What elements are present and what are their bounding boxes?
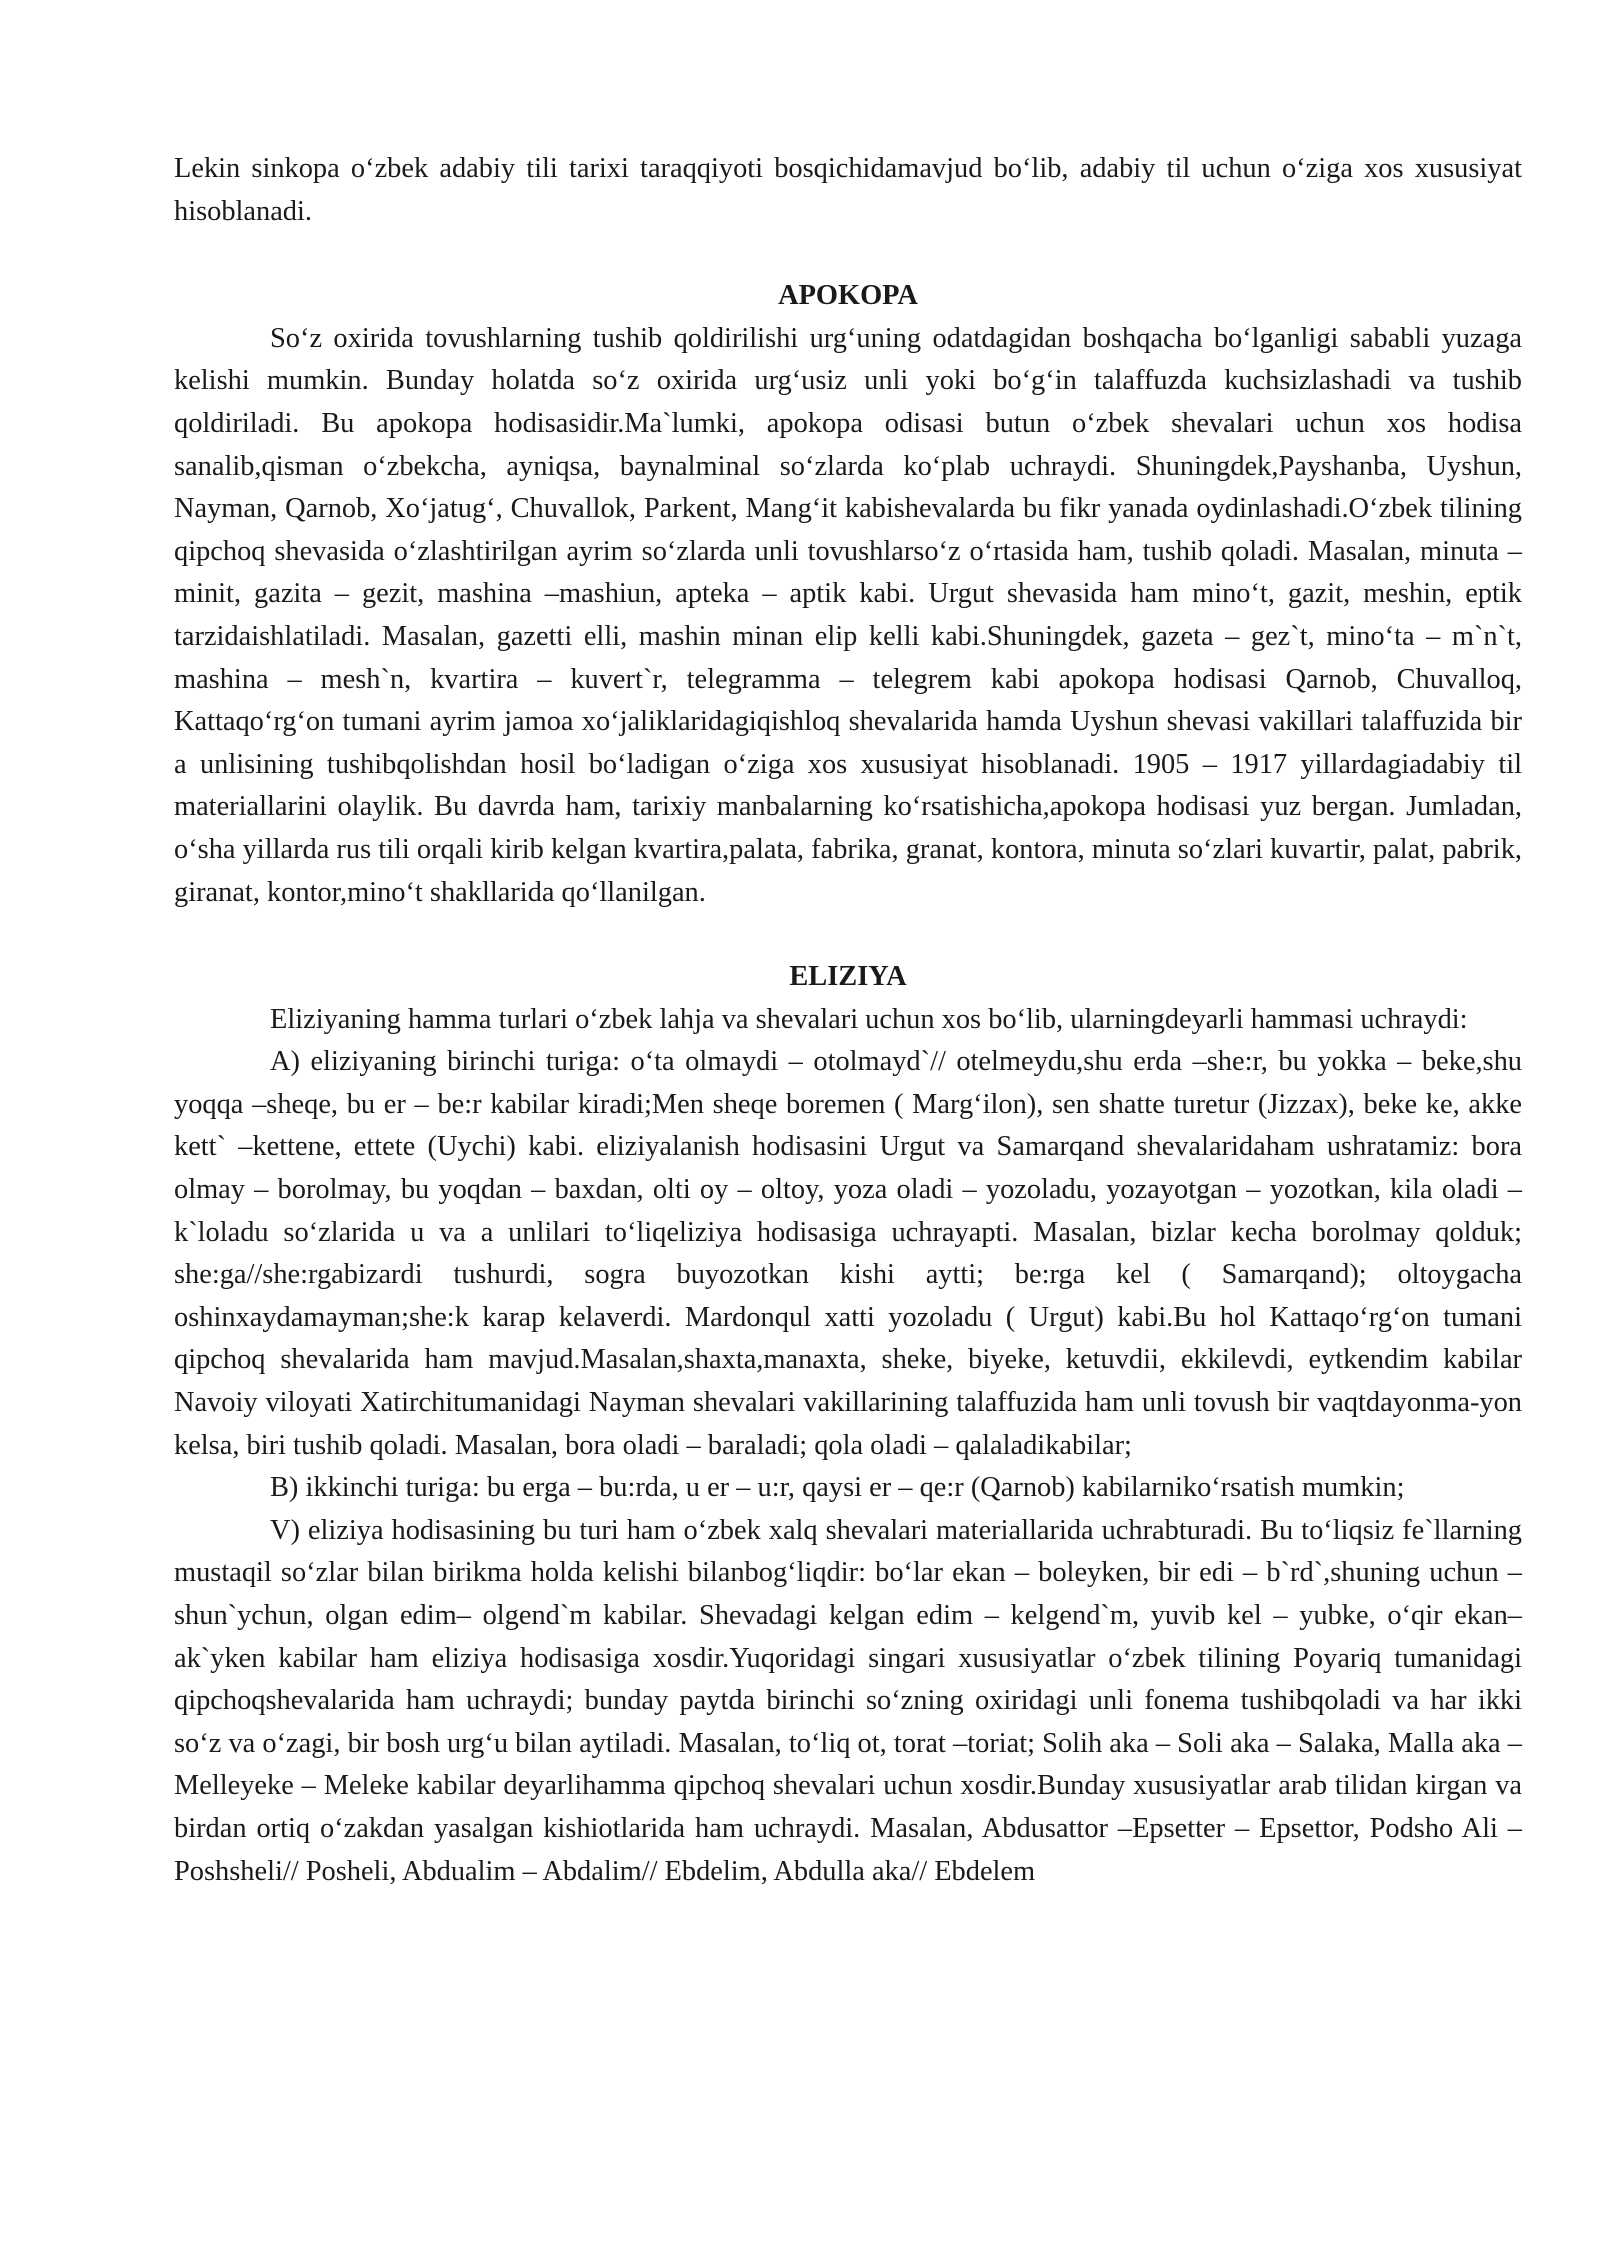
eliziya-paragraph-a: A) eliziyaning birinchi turiga: oʻta olmaydi – otolmayd`// otelmeydu,shu erda –she:r, bu yokka – beke,shu yoqqa –sheqe, bu er – be:r kabilar kiradi;Men sheqe boremen ( Margʻilon), sen shatte turetur (Jizzax), beke ke, akke kett` –kettene, ettete (Uychi) kabi. eliziyalanish hodisasini Urgut va Samarqand shevalaridaham ushratamiz: bora olmay – borolmay, bu yoqdan – baxdan, olti oy – oltoy, yoza oladi – yozoladu, yozayotgan – yozotkan, kila oladi – k`loladu soʻzlarida u va a unlilari toʻliqeliziya hodisasiga uchrayapti. Masalan, bizlar kecha borolmay qolduk; she:ga//she:rgabizardi tushurdi, sogra buyozotkan kishi aytti; be:rga kel ( Samarqand); oltoygacha oshinxaydamayman;she:k karap kelaverdi. Mardonqul xatti yozoladu ( Urgut) kabi.Bu hol Kattaqoʻrgʻon tumani qipchoq shevalarida ham mavjud.Masalan,shaxta,manaxta, sheke, biyeke, ketuvdii, ekkilevdi, eytkendim kabilar Navoiy viloyati Xatirchitumanidagi Nayman shevalari vakillarining talaffuzida ham unli tovush bir vaqtdayonma-yon kelsa, biri tushib qoladi. Masalan, bora oladi – baraladi; qola oladi – qalaladikabilar; xyxy=(174,1046,1522,1461)
document-page xyxy=(174,148,1522,1893)
section-spacer xyxy=(174,233,1522,275)
eliziya-paragraph-intro: Eliziyaning hamma turlari oʻzbek lahja va shevalari uchun xos boʻlib, ularningdeyarli hammasi uchraydi: xyxy=(270,1003,1468,1035)
eliziya-paragraph-b: B) ikkinchi turiga: bu erga – bu:rda, u er – u:r, qaysi er – qe:r (Qarnob) kabilarnikoʻrsatish mumkin; xyxy=(270,1472,1405,1504)
eliziya-heading: ELIZIYA xyxy=(789,961,907,993)
intro-paragraph: Lekin sinkopa oʻzbek adabiy tili tarixi taraqqiyoti bosqichidamavjud boʻlib, adabiy til uchun oʻziga xos xususiyat hisoblanadi. xyxy=(174,153,1522,227)
section-spacer xyxy=(174,914,1522,956)
apokopa-heading: APOKOPA xyxy=(778,280,918,312)
apokopa-paragraph: Soʻz oxirida tovushlarning tushib qoldirilishi urgʻuning odatdagidan boshqacha boʻlganligi sababli yuzaga kelishi mumkin. Bunday holatda soʻz oxirida urgʻusiz unli yoki boʻgʻin talaffuzda kuchsizlashadi va tushib qoldiriladi. Bu apokopa hodisasidir.Ma`lumki, apokopa odisasi butun oʻzbek shevalari uchun xos hodisa sanalib,qisman oʻzbekcha, ayniqsa, baynalminal soʻzlarda koʻplab uchraydi. Shuningdek,Payshanba, Uyshun, Nayman, Qarnob, Xoʻjatugʻ, Chuvallok, Parkent, Mangʻit kabishevalarda bu fikr yanada oydinlashadi.Oʻzbek tilining qipchoq shevasida oʻzlashtirilgan ayrim soʻzlarda unli tovushlarsoʻz oʻrtasida ham, tushib qoladi. Masalan, minuta – minit, gazita – gezit, mashina –mashiun, apteka – aptik kabi. Urgut shevasida ham minoʻt, gazit, meshin, eptik tarzidaishlatiladi. Masalan, gazetti elli, mashin minan elip kelli kabi.Shuningdek, gazeta – gez`t, minoʻta – m`n`t, mashina – mesh`n, kvartira – kuvert`r, telegramma – telegrem kabi apokopa hodisasi Qarnob, Chuvalloq, Kattaqoʻrgʻon tumani ayrim jamoa xoʻjaliklaridagiqishloq shevalarida hamda Uyshun shevasi vakillari talaffuzida bir a unlisining tushibqolishdan hosil boʻladigan oʻziga xos xususiyat hisoblanadi. 1905 – 1917 yillardagiadabiy til materiallarini olaylik. Bu davrda ham, tarixiy manbalarning koʻrsatishicha,apokopa hodisasi yuz bergan. Jumladan, oʻsha yillarda rus tili orqali kirib kelgan kvartira,palata, fabrika, granat, kontora, minuta soʻzlari kuvartir, palat, pabrik, giranat, kontor,minoʻt shakllarida qoʻllanilgan. xyxy=(174,322,1522,908)
eliziya-paragraph-v: V) eliziya hodisasining bu turi ham oʻzbek xalq shevalari materiallarida uchrabturadi. Bu toʻliqsiz fe`llarning mustaqil soʻzlar bilan birikma holda kelishi bilanbogʻliqdir: boʻlar ekan – boleyken, bir edi – b`rd`,shuning uchun –shun`ychun, olgan edim– olgend`m kabilar. Shevadagi kelgan edim – kelgend`m, yuvib kel – yubke, oʻqir ekan– ak`yken kabilar ham eliziya hodisasiga xosdir.Yuqoridagi singari xususiyatlar oʻzbek tilining Poyariq tumanidagi qipchoqshevalarida ham uchraydi; bunday paytda birinchi soʻzning oxiridagi unli fonema tushibqoladi va har ikki soʻz va oʻzagi, bir bosh urgʻu bilan aytiladi. Masalan, toʻliq ot, torat –toriat; Solih aka – Soli aka – Salaka, Malla aka – Melleyeke – Meleke kabilar deyarlihamma qipchoq shevalari uchun xosdir.Bunday xususiyatlar arab tilidan kirgan va birdan ortiq oʻzakdan yasalgan kishiotlarida ham uchraydi. Masalan, Abdusattor –Epsetter – Epsettor, Podsho Ali –Poshsheli// Posheli, Abdualim – Abdalim// Ebdelim, Abdulla aka// Ebdelem xyxy=(174,1514,1522,1887)
